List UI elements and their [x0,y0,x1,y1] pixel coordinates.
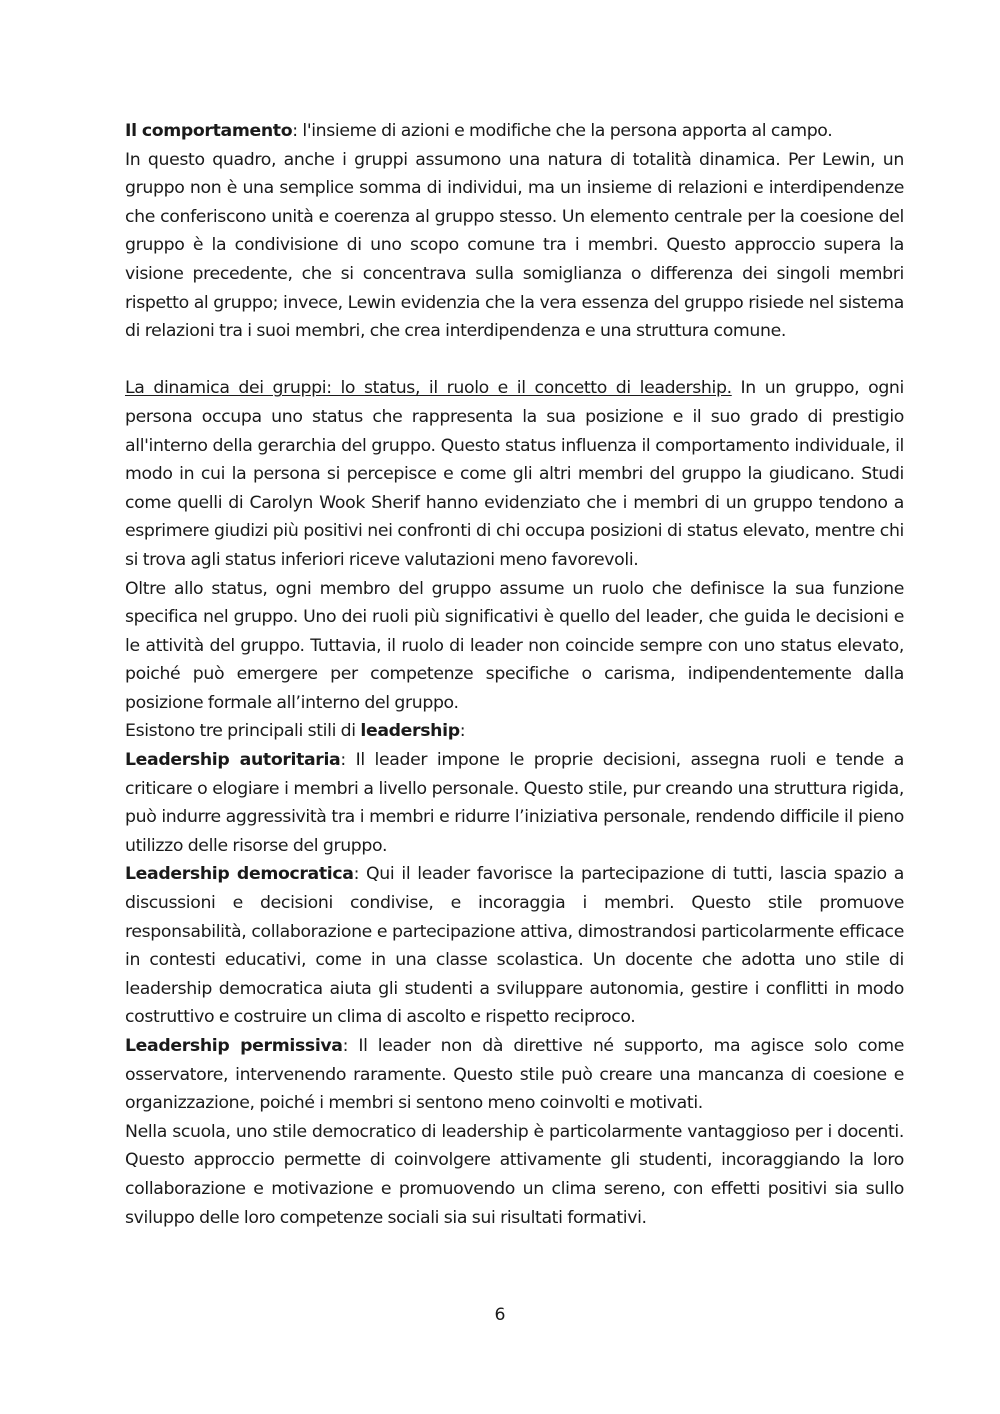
section-heading: La dinamica dei gruppi: lo status, il ruolo e il concetto di leadership. [125,378,732,399]
term-leadership-democratica: Leadership democratica [125,864,354,885]
paragraph-text: : Il leader non dà direttive né supporto, ma agisce solo come osservatore, intervenendo raramente. Questo stile può creare una mancanza di coesione e organizzazione, poiché i membri si sentono meno coinvolti e motivati. [125,1036,904,1114]
paragraph-text: : [459,721,466,742]
paragraph-leadership-autoritaria [125,746,904,860]
paragraph-stili-intro [125,717,904,746]
paragraph-spacer [125,346,904,375]
term-comportamento: Il comportamento [125,121,293,141]
paragraph-leadership-democratica [125,860,904,1032]
paragraph-scuola [125,1118,904,1232]
page-number: 6 [494,1305,506,1325]
paragraph-comportamento [125,117,904,146]
paragraph-leadership-permissiva [125,1032,904,1118]
paragraph-text: : Qui il leader favorisce la partecipazione di tutti, lascia spazio a discussioni e decisioni condivise, e incoraggia i membri. Questo stile promuove responsabilità, collaborazione e partecipazione attiva, dimostrandosi particolarmente efficace in contesti educativi, come in una classe scolastica. Un docente che adotta uno stile di leadership democratica aiuta gli studenti a sviluppare autonomia, gestire i conflitti in modo costruttivo e costruire un clima di ascolto e rispetto reciproco. [125,864,904,1028]
paragraph-ruolo [125,575,904,718]
paragraph-text: In questo quadro, anche i gruppi assumono una natura di totalità dinamica. Per Lewin, un gruppo non è una semplice somma di individui, ma un insieme di relazioni e interdipendenze che conferiscono unità e coerenza al gruppo stesso. Un elemento centrale per la coesione del gruppo è la condivisione di uno scopo comune tra i membri. Questo approccio supera la visione precedente, che si concentrava sulla somiglianza o differenza dei singoli membri rispetto al gruppo; invece, Lewin evidenzia che la vera essenza del gruppo risiede nel sistema di relazioni tra i suoi membri, che crea interdipendenza e una struttura comune. [125,149,904,342]
paragraph-text: : Il leader impone le proprie decisioni, assegna ruoli e tende a criticare o elogiare i membri a livello personale. Questo stile, pur creando una struttura rigida, può indurre aggressività tra i membri e ridurre l’iniziativa personale, rendendo difficile il pieno utilizzo delle risorse del gruppo. [125,750,904,856]
paragraph-text: : l'insieme di azioni e modifiche che la persona apporta al campo. [292,121,833,141]
paragraph-text: Oltre allo status, ogni membro del gruppo assume un ruolo che definisce la sua funzione specifica nel gruppo. Uno dei ruoli più significativi è quello del leader, che guida le decisioni e le attività del gruppo. Tuttavia, il ruolo di leader non coincide sempre con uno status elevato, poiché può emergere per competenze specifiche o carisma, indipendentemente dalla posizione formale all’interno del gruppo. [125,578,904,713]
paragraph-gruppi-totalita [125,146,904,346]
page-body [125,117,904,1232]
paragraph-text: Esistono tre principali stili di [125,721,361,742]
paragraph-text: In un gruppo, ogni persona occupa uno status che rappresenta la sua posizione e il suo grado di prestigio all'interno della gerarchia del gruppo. Questo status influenza il comportamento individuale, il modo in cui la persona si percepisce e come gli altri membri del gruppo la giudicano. Studi come quelli di Carolyn Wook Sherif hanno evidenziato che i membri di un gruppo tendono a esprimere giudizi più positivi nei confronti di chi occupa posizioni di status elevato, mentre chi si trova agli status inferiori riceve valutazioni meno favorevoli. [125,378,904,570]
term-leadership-permissiva: Leadership permissiva [125,1036,343,1056]
term-leadership-autoritaria: Leadership autoritaria [125,750,341,771]
term-leadership: leadership [360,721,460,742]
paragraph-text: Nella scuola, uno stile democratico di leadership è particolarmente vantaggioso per i docenti. Questo approccio permette di coinvolgere attivamente gli studenti, incoraggiando la loro collaborazione e motivazione e promuovendo un clima sereno, con effetti positivi sia sullo sviluppo delle loro competenze sociali sia sui risultati formativi. [125,1121,904,1228]
paragraph-dinamica-gruppi [125,374,904,574]
